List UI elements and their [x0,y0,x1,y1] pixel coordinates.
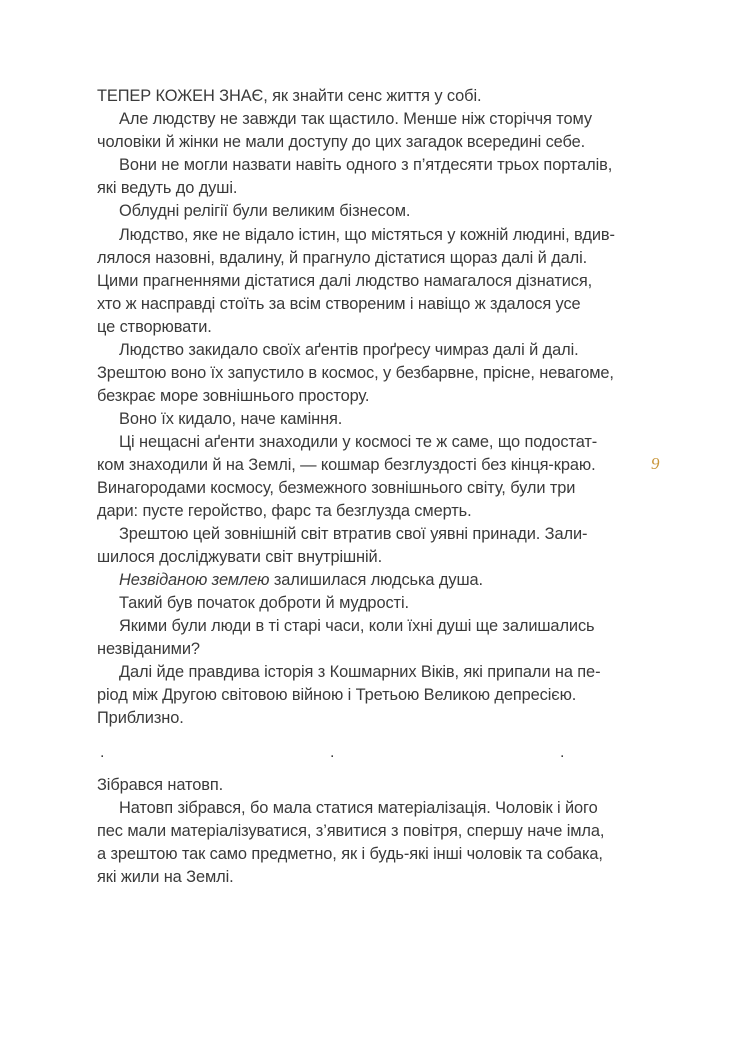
text-line: ріод між Другою світовою війною і Третьою Великою депресією. [97,686,577,704]
text-line: Далі йде правдива історія з Кошмарних Віків, які припали на пе- [119,663,601,681]
text-line: Облудні релігії були великим бізнесом. [119,202,411,220]
text-fragment: залишилася людська душа. [269,571,483,589]
page-number: 9 [651,454,660,473]
text-line: незвіданими? [97,640,200,658]
text-line: дари: пусте геройство, фарс та безглузда смерть. [97,502,472,520]
text-line: Приблизно. [97,709,184,727]
text-line: Якими були люди в ті старі часи, коли їхні душі ще залишались [119,617,595,635]
section-opening-line: Зібрався натовп. [97,776,224,794]
text-line: Воно їх кидало, наче каміння. [119,410,343,428]
text-line: Зрештою цей зовнішній світ втратив свої уявні принади. Зали- [119,525,588,543]
section-break-dot: . [330,744,335,761]
text-line: Винагородами космосу, безмежного зовнішнього світу, були три [97,479,576,497]
text-line: Людство закидало своїх аґентів проґресу чимраз далі й далі. [119,341,579,359]
text-line: Але людству не завжди так щастило. Менше ніж сторіччя тому [119,110,592,128]
text-line: які жили на Землі. [97,868,234,886]
text-line: лялося назовні, вдалину, й прагнуло дістатися щораз далі й далі. [97,249,588,267]
text-line: Такий був початок доброти й мудрості. [119,594,409,612]
text-line: шилося досліджувати світ внутрішній. [97,548,383,566]
text-line: Людство, яке не відало істин, що містяться у кожній людині, вдив- [119,226,615,244]
text-line: безкрає море зовнішнього простору. [97,387,370,405]
section-break-dot: . [100,744,105,761]
text-line: Зрештою воно їх запустило в космос, у безбарвне, прісне, невагоме, [97,364,614,382]
text-line: Вони не могли назвати навіть одного з п’ятдесяти трьох порталів, [119,156,613,174]
text-line [119,569,483,592]
text-line: а зрештою так само предметно, як і будь-які інші чоловік та собака, [97,845,603,863]
text-line: пес мали матеріалізуватися, з’явитися з повітря, спершу наче імла, [97,822,605,840]
italic-phrase: Незвіданою землею [119,571,270,589]
opening-line: ТЕПЕР КОЖЕН ЗНАЄ, як знайти сенс життя у собі. [97,87,482,105]
text-line: Ці нещасні аґенти знаходили у космосі те ж саме, що подостат- [119,433,598,451]
text-line: чоловіки й жінки не мали доступу до цих загадок всередині себе. [97,133,586,151]
text-line: хто ж насправді стоїть за всім створеним і навіщо ж здалося усе [97,295,581,313]
text-line: це створювати. [97,318,212,336]
text-line: ком знаходили й на Землі, — кошмар безглуздості без кінця-краю. [97,456,596,474]
section-break-dot: . [560,744,565,761]
text-line: які ведуть до душі. [97,179,238,197]
text-line: Натовп зібрався, бо мала статися матеріалізація. Чоловік і його [119,799,598,817]
text-line: Цими прагненнями дістатися далі людство намагалося дізнатися, [97,272,593,290]
